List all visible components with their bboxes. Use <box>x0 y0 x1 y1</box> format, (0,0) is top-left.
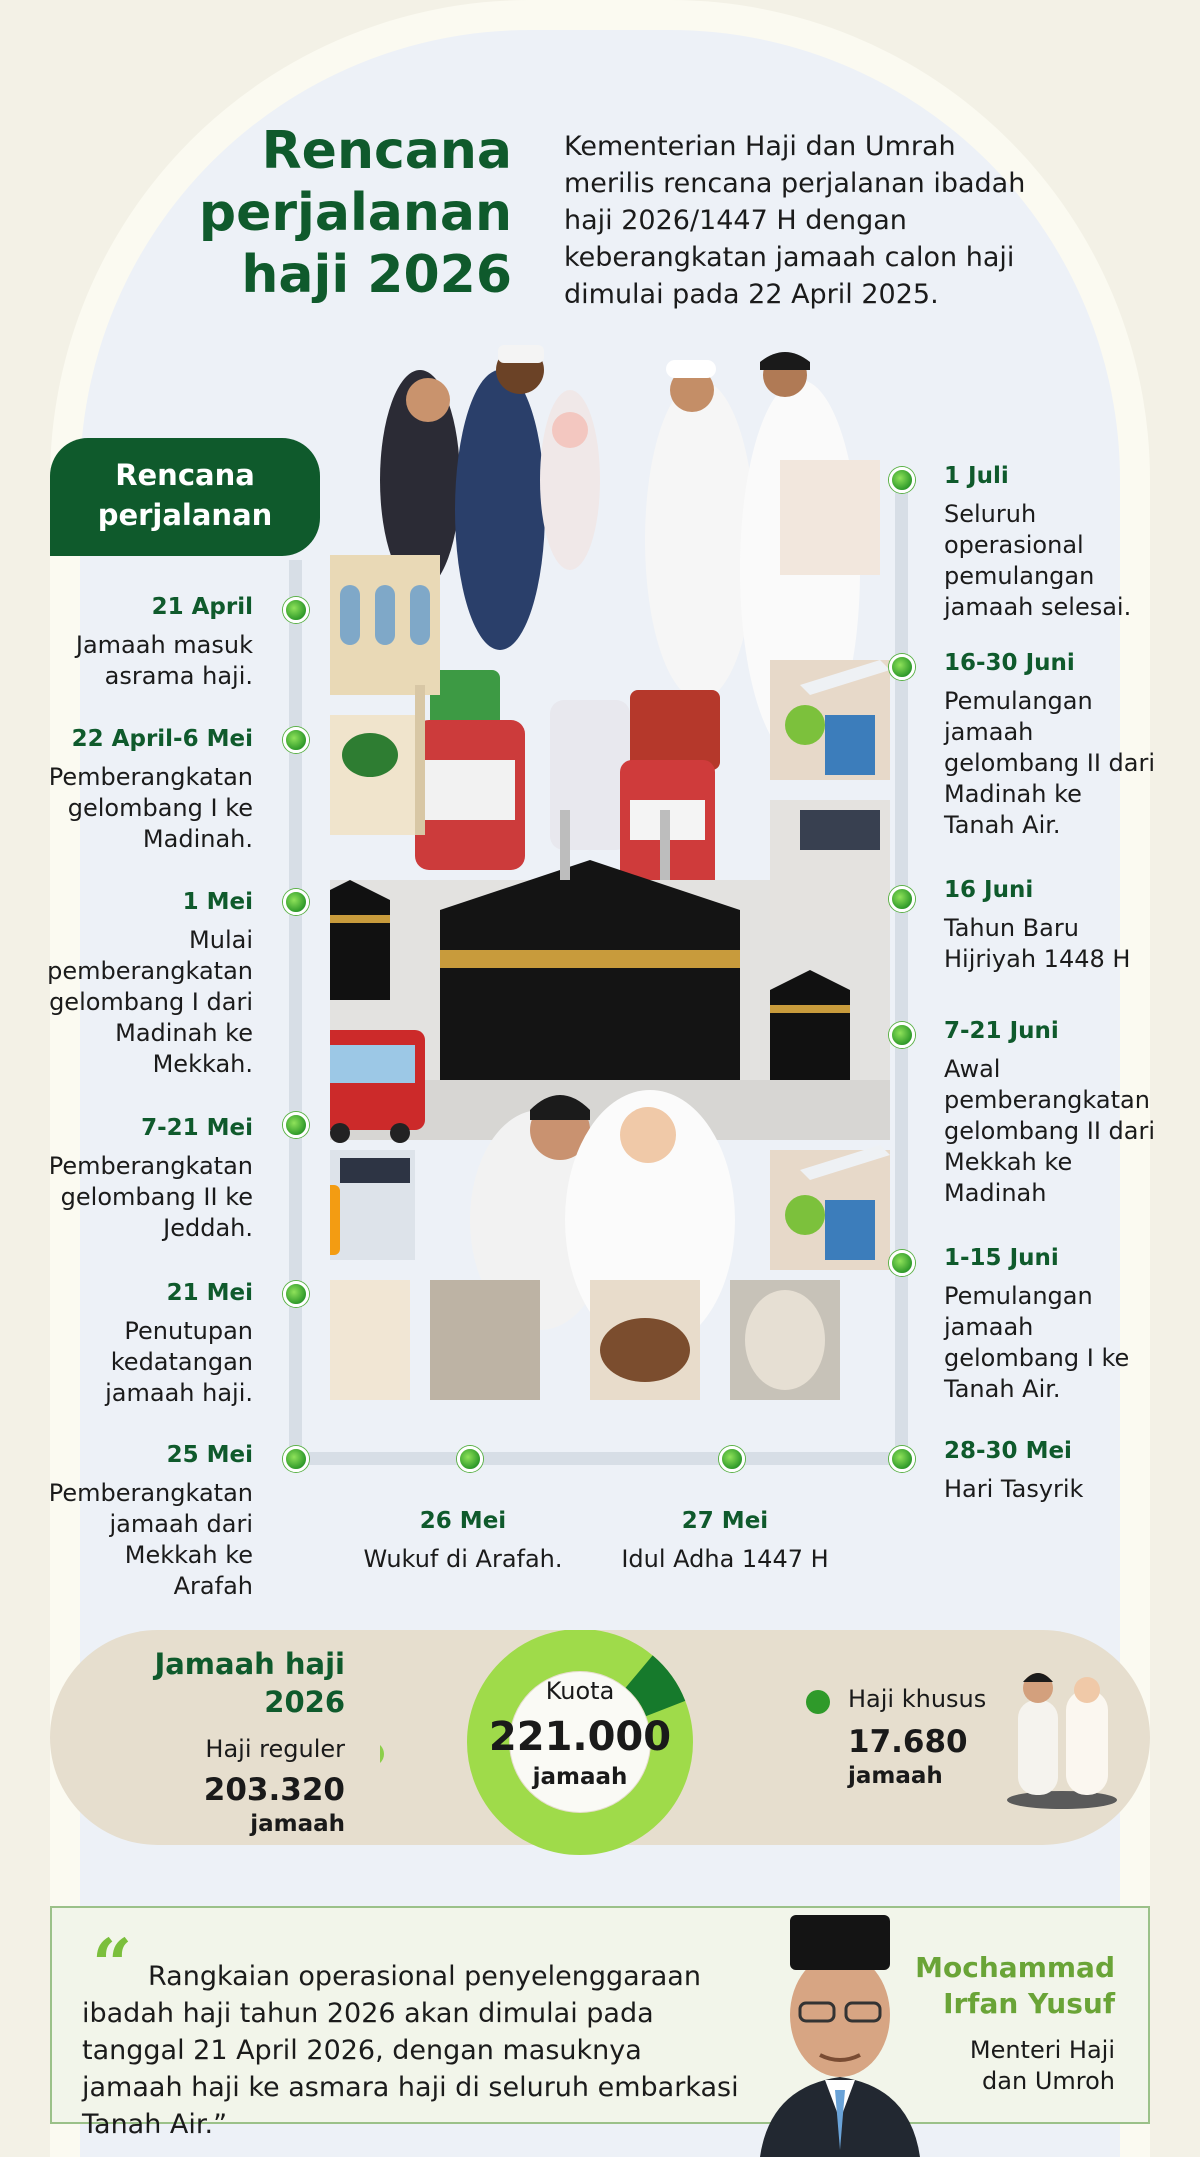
event-date: 1 Mei <box>182 889 253 915</box>
timeline-dot <box>889 1022 915 1048</box>
timeline-event <box>43 1278 253 1409</box>
timeline-dot <box>283 727 309 753</box>
event-date: 25 Mei <box>166 1442 253 1468</box>
event-text: Idul Adha 1447 H <box>621 1545 829 1573</box>
event-text: Wukuf di Arafah. <box>363 1545 563 1573</box>
event-text: Seluruh operasional pemulangan jamaah selesai. <box>944 500 1132 621</box>
regular-unit: jamaah <box>250 1811 345 1837</box>
section-label-line: perjalanan <box>97 498 273 532</box>
title-line: Rencana <box>261 121 512 181</box>
timeline-dot <box>889 467 915 493</box>
timeline-dot <box>719 1446 745 1472</box>
title-line: perjalanan <box>198 183 512 243</box>
total-unit: jamaah <box>532 1764 628 1790</box>
regular-value: 203.320 <box>203 1772 345 1808</box>
event-text: Awal pemberangkatan gelombang II dari Mekkah ke Madinah <box>944 1055 1156 1207</box>
event-text: Pemberangkatan gelombang I ke Madinah. <box>48 763 253 853</box>
timeline-dot <box>889 1250 915 1276</box>
timeline-event <box>43 887 253 1080</box>
event-text: Pemberangkatan jamaah dari Mekkah ke Arafah <box>48 1479 253 1600</box>
author-name-line: Irfan Yusuf <box>943 1987 1115 2020</box>
timeline-dot <box>283 1446 309 1472</box>
event-date: 21 Mei <box>166 1280 253 1306</box>
title-line: haji 2026 <box>241 245 512 305</box>
timeline-event <box>610 1506 840 1575</box>
timeline-dot <box>889 654 915 680</box>
timeline-event <box>944 648 1159 841</box>
timeline-dot <box>283 597 309 623</box>
event-text: Penutupan kedatangan jamaah haji. <box>105 1317 253 1407</box>
author-role-line: dan Umroh <box>982 2067 1115 2095</box>
event-date: 22 April-6 Mei <box>71 726 253 752</box>
quota-title <box>120 1645 345 1721</box>
timeline-event <box>348 1506 578 1575</box>
quota-title-line: 2026 <box>264 1685 345 1719</box>
event-text: Tahun Baru Hijriyah 1448 H <box>944 914 1131 973</box>
event-date: 28-30 Mei <box>944 1438 1072 1464</box>
event-date: 16-30 Juni <box>944 650 1075 676</box>
timeline-track-right <box>895 480 908 1465</box>
event-text: Hari Tasyrik <box>944 1475 1084 1503</box>
regular-label: Haji reguler <box>205 1735 345 1763</box>
pilgrim-couple-icon <box>1000 1660 1125 1810</box>
timeline-event <box>944 1243 1159 1405</box>
event-text: Pemulangan jamaah gelombang II dari Madinah ke Tanah Air. <box>944 687 1156 839</box>
timeline-dot <box>889 1446 915 1472</box>
event-text: Mulai pemberangkatan gelombang I dari Madinah ke Mekkah. <box>47 926 253 1078</box>
intro-text: Kementerian Haji dan Umrah merilis rencana perjalanan ibadah haji 2026/1447 H dengan keberangkatan jamaah calon haji dimulai pada 22 April 2025. <box>564 131 1026 310</box>
timeline-track-bottom <box>289 1452 908 1465</box>
timeline-dot <box>283 1112 309 1138</box>
regular-quota <box>120 1733 345 1839</box>
quota-title-line: Jamaah haji <box>154 1647 345 1681</box>
timeline-event <box>43 1440 253 1602</box>
page-title <box>132 120 512 306</box>
event-date: 7-21 Juni <box>944 1018 1059 1044</box>
event-text: Pemberangkatan gelombang II ke Jeddah. <box>48 1152 253 1242</box>
timeline-event <box>944 1016 1159 1209</box>
total-value: 221.000 <box>488 1714 672 1760</box>
event-date: 27 Mei <box>681 1508 769 1534</box>
event-date: 1-15 Juni <box>944 1245 1059 1271</box>
author-name-line: Mochammad <box>915 1951 1115 1984</box>
quote-mark: “ <box>92 1923 133 2006</box>
total-label: Kuota <box>545 1677 615 1705</box>
timeline-dot <box>283 889 309 915</box>
quote-author <box>900 1950 1115 2022</box>
timeline-dot <box>889 886 915 912</box>
section-label <box>50 438 320 556</box>
quote-author-role <box>900 2035 1115 2097</box>
special-label: Haji khusus <box>848 1685 987 1713</box>
event-date: 7-21 Mei <box>141 1115 253 1141</box>
event-date: 1 Juli <box>944 463 1009 489</box>
event-date: 21 April <box>151 594 253 620</box>
timeline-event <box>944 875 1159 975</box>
quote-text: Rangkaian operasional penyelenggaraan ibadah haji tahun 2026 akan dimulai pada tanggal 21 April 2026, dengan masuknya jamaah haji ke asmara haji di seluruh embarkasi Tanah Air.” <box>82 1961 739 2140</box>
timeline-event <box>43 724 253 855</box>
timeline-dot <box>457 1446 483 1472</box>
timeline-event <box>944 1436 1159 1505</box>
timeline-event <box>43 1113 253 1244</box>
timeline-track-left <box>289 560 302 1465</box>
event-date: 26 Mei <box>419 1508 507 1534</box>
event-text: Pemulangan jamaah gelombang I ke Tanah Air. <box>944 1282 1130 1403</box>
special-unit: jamaah <box>848 1763 943 1789</box>
event-text: Jamaah masuk asrama haji. <box>75 631 253 690</box>
timeline-dot <box>283 1281 309 1307</box>
timeline-event <box>43 592 253 692</box>
pilgrims-illustration <box>330 340 890 1460</box>
minister-portrait <box>740 1905 940 2157</box>
special-value: 17.680 <box>848 1724 968 1760</box>
total-quota <box>445 1676 715 1792</box>
timeline-event <box>944 461 1159 623</box>
author-role-line: Menteri Haji <box>969 2036 1115 2064</box>
section-label-line: Rencana <box>115 458 255 492</box>
event-date: 16 Juni <box>944 877 1034 903</box>
